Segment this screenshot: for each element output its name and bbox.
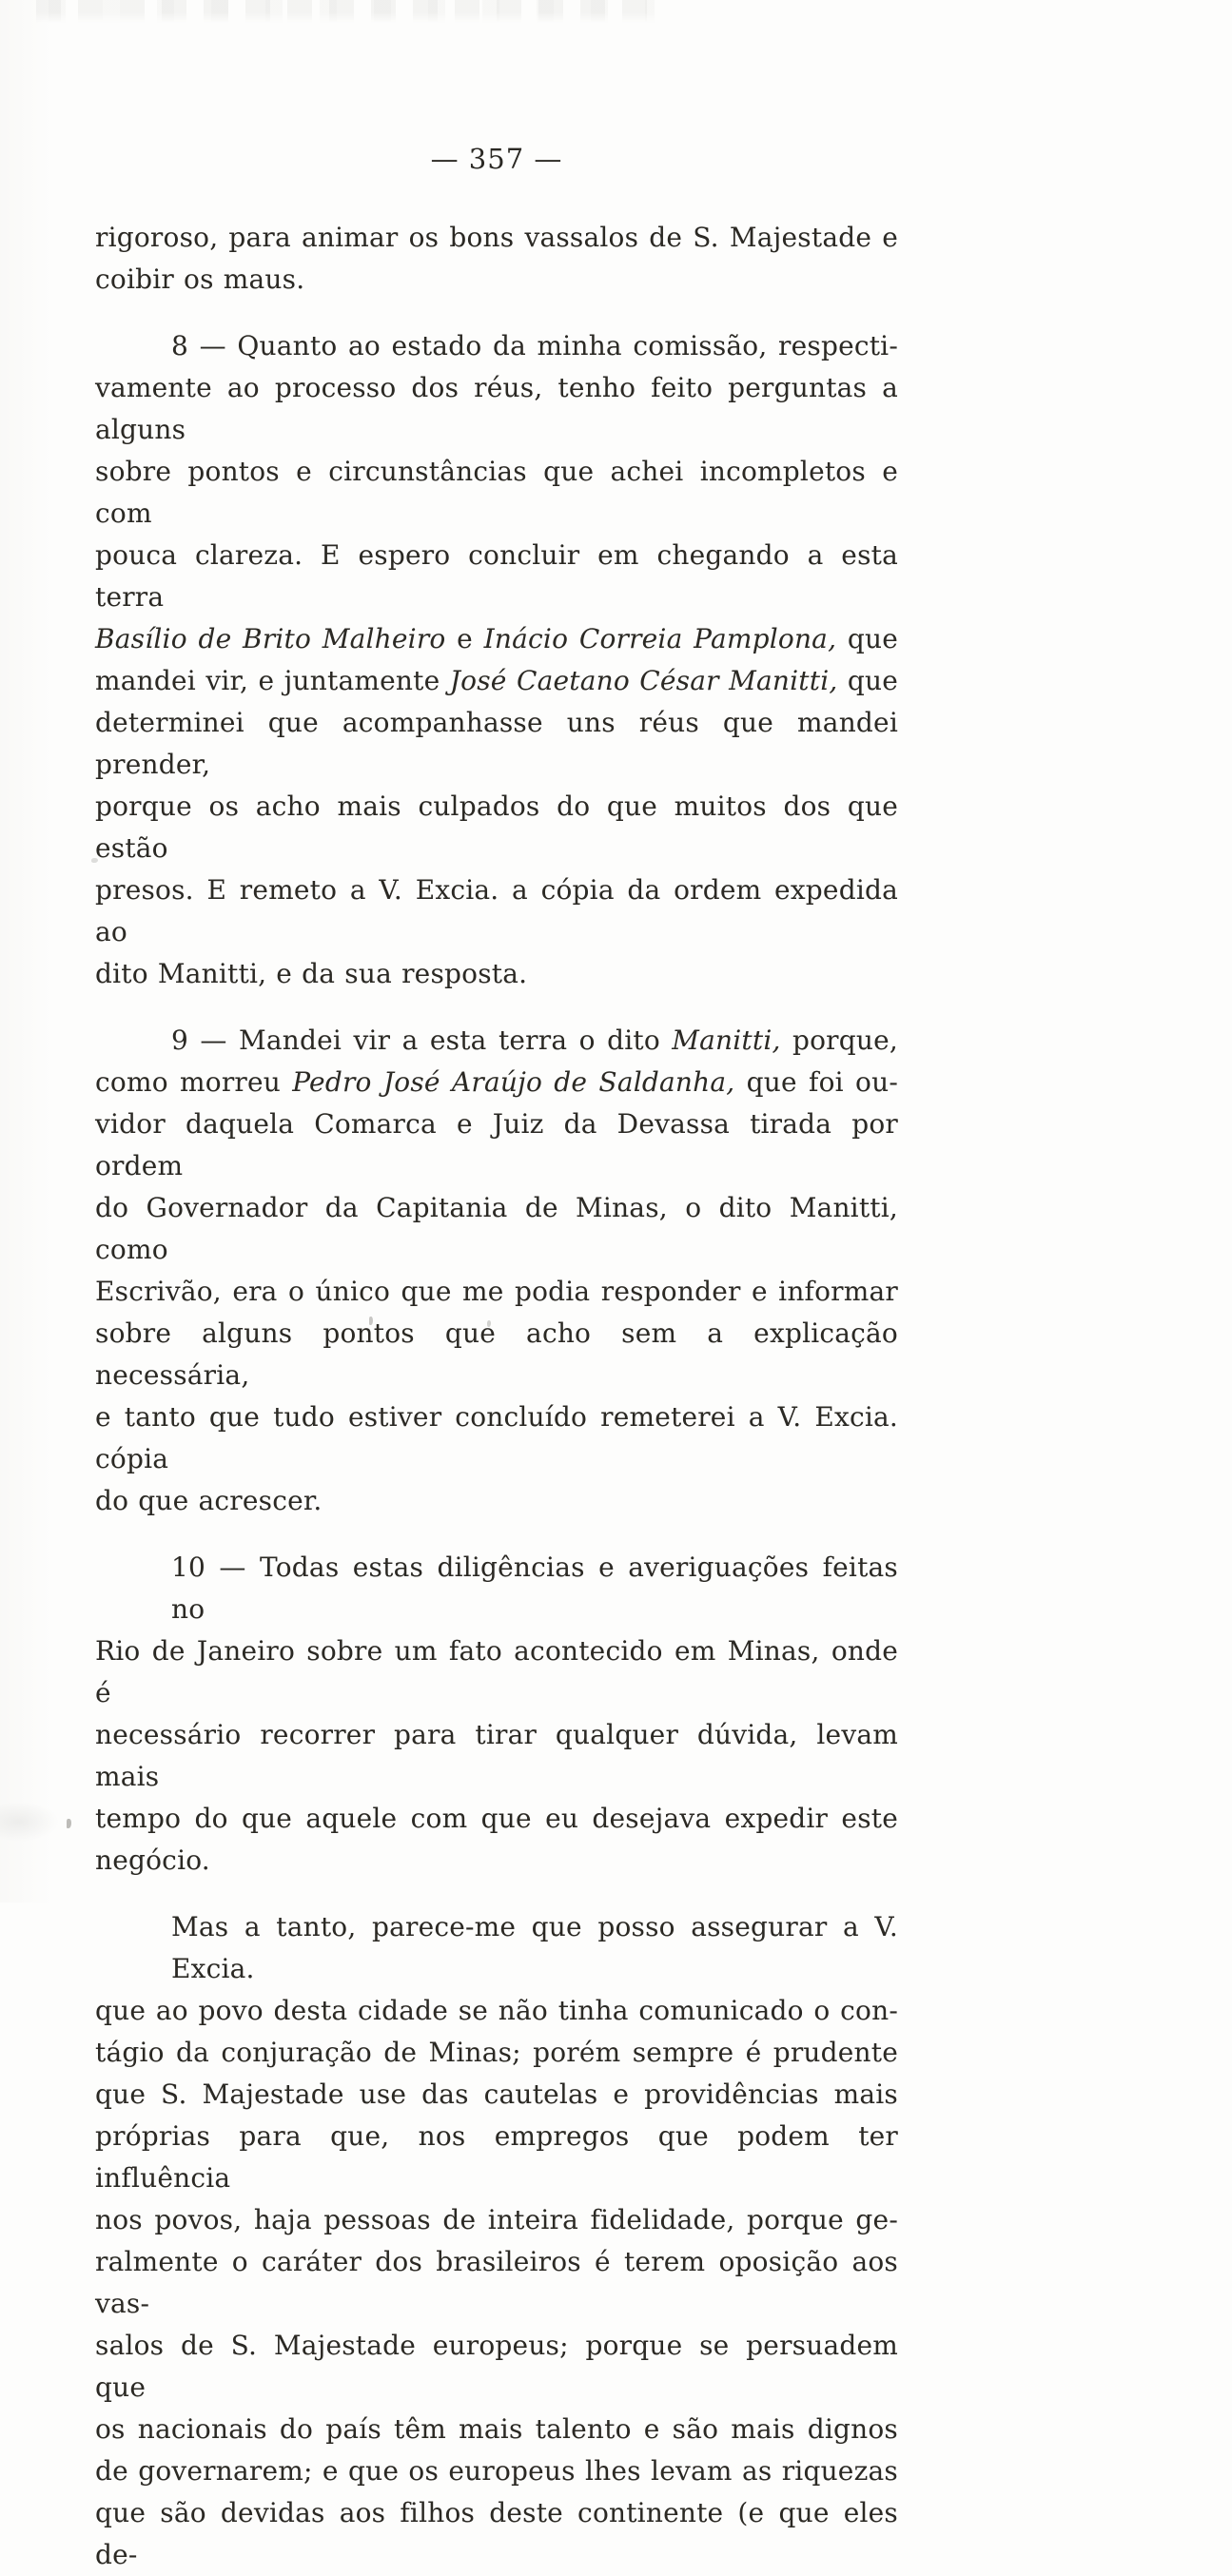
text-line [95, 2241, 898, 2325]
text-segment: como morreu [95, 1066, 293, 1098]
text-segment: que S. Majestade use das cautelas e providências mais [95, 2078, 898, 2110]
text-line [95, 1313, 898, 1396]
text-line [95, 618, 898, 660]
text-segment: 9 — Mandei vir a esta terra o dito [171, 1025, 673, 1056]
text-segment: coibir os maus. [95, 263, 305, 295]
text-segment: determinei que acompanhasse uns réus que mandei prender, [95, 707, 898, 780]
text-line [95, 451, 898, 535]
text-line [95, 1547, 898, 1630]
text-line [95, 535, 898, 618]
text-line [95, 1906, 898, 1990]
text-segment: ralmente o caráter dos brasileiros é terem oposição aos vas- [95, 2246, 898, 2319]
text-segment: 8 — Quanto ao estado da minha comissão, respecti- [171, 330, 898, 361]
text-segment: Escrivão, era o único que me podia responder e informar [95, 1276, 898, 1307]
text-line [95, 1396, 898, 1480]
text-line [95, 259, 898, 301]
italic-name-text: Basílio de Brito Malheiro [95, 623, 446, 654]
text-segment: negócio. [95, 1844, 210, 1876]
text-segment: tempo do que aquele com que eu desejava expedir este [95, 1803, 898, 1834]
text-line [95, 2450, 898, 2492]
paragraph-item-9 [95, 1020, 898, 1522]
text-line [95, 2199, 898, 2241]
text-segment: 10 — Todas estas diligências e averiguações feitas no [171, 1551, 898, 1625]
text-line [95, 1798, 898, 1840]
text-line [95, 2409, 898, 2450]
text-segment: de governarem; e que os europeus lhes levam as riquezas [95, 2455, 898, 2487]
text-line [95, 325, 898, 367]
text-segment: necessário recorrer para tirar qualquer dúvida, levam mais [95, 1719, 898, 1792]
scan-artifact-top-edge [36, 0, 655, 23]
text-segment: próprias para que, nos empregos que podem ter influência [95, 2120, 898, 2194]
text-segment: rigoroso, para animar os bons vassalos de S. Majestade e [95, 222, 898, 253]
text-line [95, 953, 898, 995]
text-line [95, 786, 898, 869]
text-segment: do que acrescer. [95, 1485, 323, 1516]
text-line [95, 702, 898, 786]
text-line [95, 869, 898, 953]
page-number: — 357 — [430, 143, 563, 175]
italic-name-text: Manitti, [672, 1025, 781, 1056]
text-line [95, 2074, 898, 2116]
italic-name-text: Pedro José Araújo de Saldanha, [292, 1066, 735, 1098]
text-line [95, 1630, 898, 1714]
text-line [95, 1020, 898, 1062]
text-line [95, 2325, 898, 2409]
scan-speck [67, 1819, 71, 1828]
paragraph-continuation [95, 217, 898, 301]
text-line [95, 1840, 898, 1882]
text-line [95, 367, 898, 451]
text-segment: vamente ao processo dos réus, tenho feito perguntas a alguns [95, 372, 898, 445]
text-segment: pouca clareza. E espero concluir em chegando a esta terra [95, 539, 898, 613]
paragraph-item-10 [95, 1547, 898, 1882]
text-segment: sobre alguns pontos que acho sem a explicação necessária, [95, 1317, 898, 1391]
italic-name-text: Inácio Correia Pamplona, [483, 623, 837, 654]
text-segment: salos de S. Majestade europeus; porque se persuadem que [95, 2330, 898, 2403]
text-segment: nos povos, haja pessoas de inteira fidelidade, porque ge- [95, 2204, 898, 2235]
text-segment: tágio da conjuração de Minas; porém sempre é prudente [95, 2037, 898, 2068]
text-line [95, 2032, 898, 2074]
text-segment: mandei vir, e juntamente [95, 665, 450, 696]
text-line [95, 660, 898, 702]
text-segment: Rio de Janeiro sobre um fato acontecido em Minas, onde é [95, 1635, 898, 1708]
text-segment: porque os acho mais culpados do que muitos dos que estão [95, 790, 898, 864]
paragraph-item-8 [95, 325, 898, 995]
text-line [95, 1271, 898, 1313]
page-text-body [95, 217, 898, 2576]
text-line [95, 1062, 898, 1103]
text-line [95, 217, 898, 259]
text-segment: que [836, 623, 898, 654]
text-segment: sobre pontos e circunstâncias que achei incompletos e com [95, 456, 898, 529]
text-line [95, 1714, 898, 1798]
text-segment: Mas a tanto, parece-me que posso assegurar a V. Excia. [171, 1911, 898, 1984]
text-segment: que ao povo desta cidade se não tinha comunicado o con- [95, 1995, 898, 2026]
italic-name-text: José Caetano César Manitti, [449, 665, 838, 696]
text-line [95, 2116, 898, 2199]
text-segment: e tanto que tudo estiver concluído remeterei a V. Excia. cópia [95, 1401, 898, 1474]
text-segment: presos. E remeto a V. Excia. a cópia da ordem expedida ao [95, 874, 898, 947]
text-segment: do Governador da Capitania de Minas, o dito Manitti, como [95, 1192, 898, 1265]
text-segment: que são devidas aos filhos deste continente (e que eles de- [95, 2497, 898, 2570]
paragraph-closing [95, 1906, 898, 2576]
text-line [95, 1480, 898, 1522]
text-line [95, 1187, 898, 1271]
text-line [95, 1103, 898, 1187]
text-line [95, 1990, 898, 2032]
text-segment: dito Manitti, e da sua resposta. [95, 958, 528, 989]
text-segment: e [445, 623, 484, 654]
text-segment: vidor daquela Comarca e Juiz da Devassa tirada por ordem [95, 1108, 898, 1181]
text-line [95, 2492, 898, 2576]
text-segment: os nacionais do país têm mais talento e são mais dignos [95, 2413, 898, 2445]
text-segment: que foi ou- [734, 1066, 898, 1098]
text-segment: que [837, 665, 898, 696]
text-segment: porque, [780, 1025, 898, 1056]
